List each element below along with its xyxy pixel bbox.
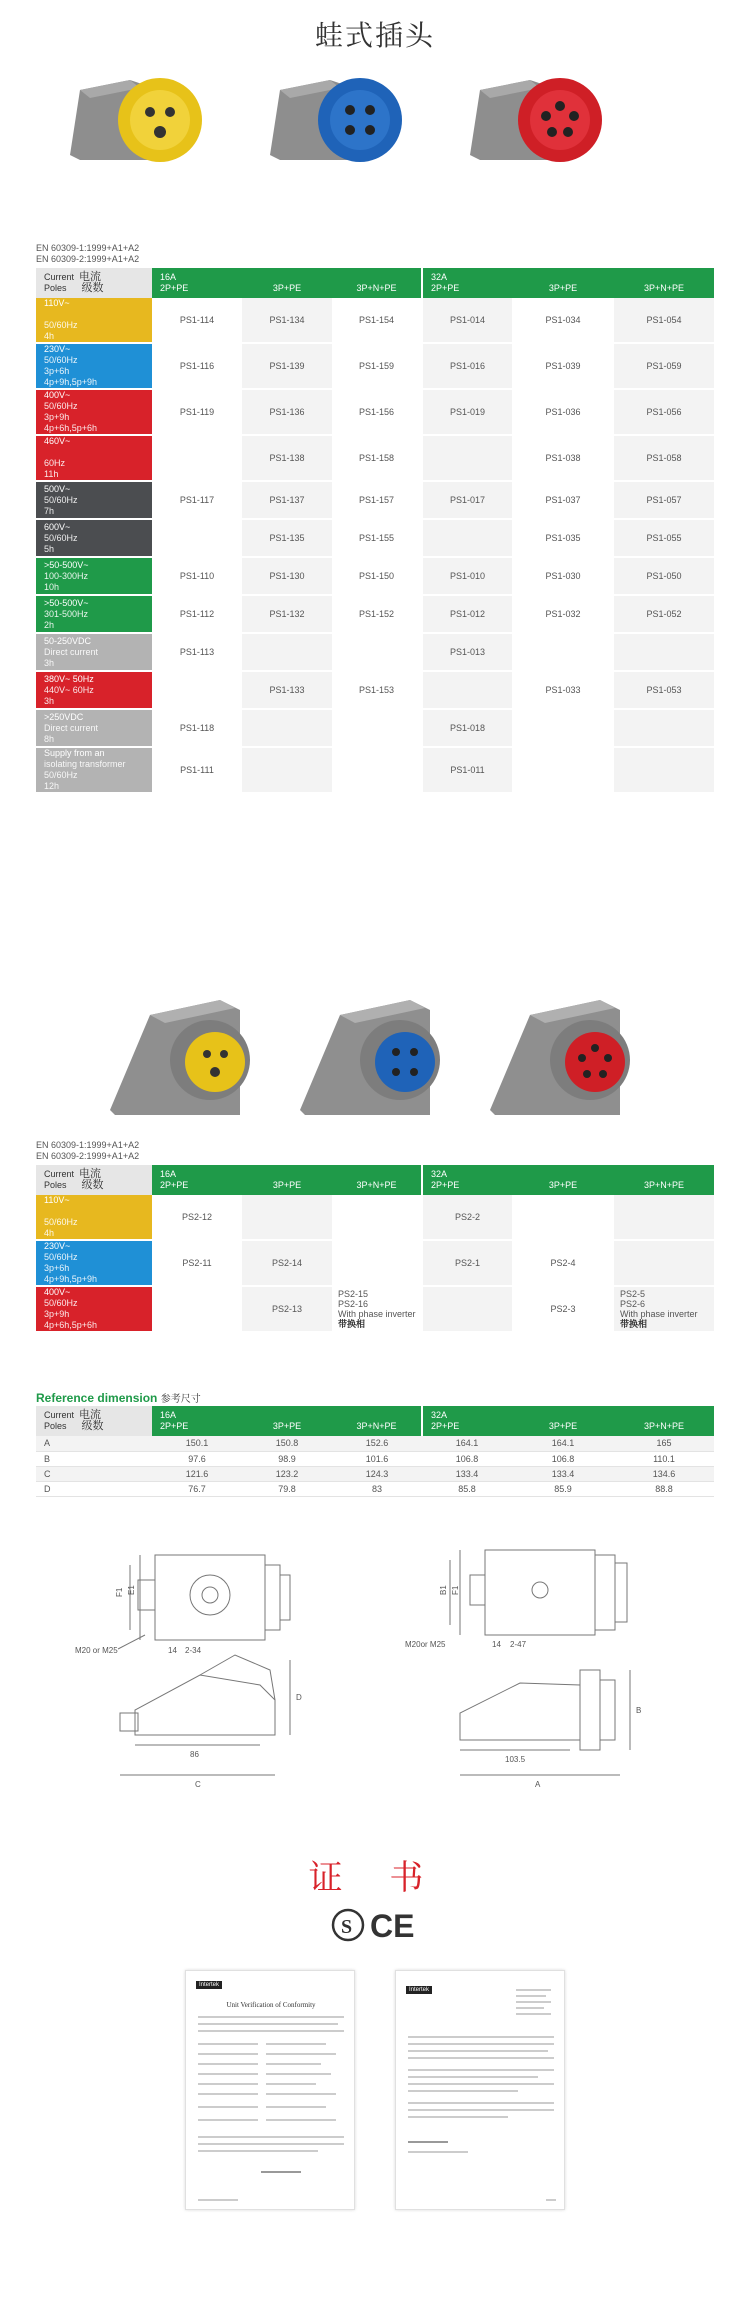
doc1-heading: Unit Verification of Conformity <box>226 2001 316 2009</box>
plug-blue-image <box>270 78 402 162</box>
voltage-label: 460V~ 60Hz 11h <box>36 436 152 480</box>
table-cell: PS1-150 <box>332 558 422 594</box>
table-cell: PS1-017 <box>422 482 512 518</box>
table-cell: PS1-153 <box>332 672 422 708</box>
table-cell: PS1-054 <box>614 298 714 342</box>
table-cell: PS1-130 <box>242 558 332 594</box>
header-32a-3pn: 3P+N+PE <box>614 268 714 298</box>
table-cell: 123.2 <box>242 1466 332 1481</box>
drawing-right-top <box>405 1550 627 1649</box>
table-row <box>36 596 714 632</box>
table-cell: 106.8 <box>512 1451 614 1466</box>
intertek-logo-2: Intertek <box>406 1986 432 1994</box>
table-cell: PS1-050 <box>614 558 714 594</box>
dim-c-left: C <box>195 1780 201 1789</box>
header-32a-2p: 32A 2P+PE <box>422 1406 512 1436</box>
table-row <box>36 710 714 746</box>
header-16a-3pn: 3P+N+PE <box>332 1165 422 1195</box>
header-current-poles: Current 电流 Poles 级数 <box>36 268 152 298</box>
voltage-label: 400V~ 50/60Hz 3p+9h 4p+6h,5p+6h <box>36 1287 152 1331</box>
table-cell: PS1-033 <box>512 672 614 708</box>
table-cell: 150.1 <box>152 1436 242 1451</box>
table-cell: PS1-039 <box>512 344 614 388</box>
header-16a-3pn: 3P+N+PE <box>332 268 422 298</box>
table-cell: PS2-12 <box>152 1195 242 1239</box>
table-cell: PS1-155 <box>332 520 422 556</box>
technical-drawings <box>60 1535 690 1805</box>
dim-1035-right: 103.5 <box>505 1755 526 1764</box>
table-cell: 164.1 <box>512 1436 614 1451</box>
header-16a-2p: 16A 2P+PE <box>152 1406 242 1436</box>
table-cell: 133.4 <box>512 1466 614 1481</box>
table-cell: 76.7 <box>152 1481 242 1496</box>
voltage-label: >50-500V~ 301-500Hz 2h <box>36 596 152 632</box>
table-cell: 164.1 <box>422 1436 512 1451</box>
table-row <box>36 1451 714 1466</box>
voltage-label: 230V~ 50/60Hz 3p+6h 4p+9h,5p+9h <box>36 344 152 388</box>
voltage-label: Supply from an isolating transformer 50/60Hz 12h <box>36 748 152 792</box>
header-16a-3p: 3P+PE <box>242 1165 332 1195</box>
table-cell: 150.8 <box>242 1436 332 1451</box>
dim-m-right: M20or M25 <box>405 1640 446 1649</box>
table-cell: PS1-011 <box>422 748 512 792</box>
standard-label-2: EN 60309-1:1999+A1+A2 EN 60309-2:1999+A1+A2 <box>36 1140 140 1161</box>
table-cell: PS1-014 <box>422 298 512 342</box>
table-cell <box>614 1241 714 1285</box>
voltage-label: 110V~ 50/60Hz 4h <box>36 298 152 342</box>
table-cell: PS1-036 <box>512 390 614 434</box>
table-cell: 88.8 <box>614 1481 714 1496</box>
table-cell: PS2-5 PS2-6 With phase inverter 带换相 <box>614 1287 714 1331</box>
dim-14-left: 14 <box>168 1646 177 1655</box>
intertek-logo-1: Intertek <box>196 1981 222 1989</box>
table-cell <box>512 1195 614 1239</box>
table-row <box>36 1481 714 1496</box>
table-cell: PS1-152 <box>332 596 422 632</box>
table-cell: 106.8 <box>422 1451 512 1466</box>
dimension-label: B <box>36 1451 152 1466</box>
header-32a-2p: 32A 2P+PE <box>422 268 512 298</box>
table-cell: PS1-138 <box>242 436 332 480</box>
ce-mark: CE <box>370 1908 415 1944</box>
table-cell <box>422 520 512 556</box>
table-cell: 121.6 <box>152 1466 242 1481</box>
certification-marks <box>318 1905 438 1945</box>
dimension-label: A <box>36 1436 152 1451</box>
table-cell: PS1-018 <box>422 710 512 746</box>
table-cell: PS2-13 <box>242 1287 332 1331</box>
table-cell <box>332 710 422 746</box>
standard-label-1: EN 60309-1:1999+A1+A2 EN 60309-2:1999+A1+A2 <box>36 243 140 264</box>
table-cell <box>152 436 242 480</box>
voltage-label: 110V~ 50/60Hz 4h <box>36 1195 152 1239</box>
table-cell: PS1-113 <box>152 634 242 670</box>
table-cell: PS1-156 <box>332 390 422 434</box>
table-cell <box>152 1287 242 1331</box>
table-cell: PS1-034 <box>512 298 614 342</box>
table-cell: PS1-110 <box>152 558 242 594</box>
header-32a-3p: 3P+PE <box>512 1165 614 1195</box>
table-cell: 101.6 <box>332 1451 422 1466</box>
certification-marks-svg <box>318 1905 438 1945</box>
dim-234-left: 2-34 <box>185 1646 202 1655</box>
table-cell <box>332 634 422 670</box>
table-cell: PS1-136 <box>242 390 332 434</box>
drawing-left-top <box>75 1555 290 1655</box>
table-cell: PS1-012 <box>422 596 512 632</box>
socket-blue-image <box>300 1000 440 1115</box>
dim-14-right: 14 <box>492 1640 501 1649</box>
table-cell: PS1-118 <box>152 710 242 746</box>
header-32a-3pn: 3P+N+PE <box>614 1165 714 1195</box>
table-cell <box>152 672 242 708</box>
spec-table-1 <box>36 268 714 792</box>
table-cell: PS1-038 <box>512 436 614 480</box>
table-cell <box>614 710 714 746</box>
table-cell <box>242 634 332 670</box>
table-cell <box>422 1287 512 1331</box>
table-cell <box>242 710 332 746</box>
table-cell: PS2-11 <box>152 1241 242 1285</box>
table-row <box>36 298 714 342</box>
table-cell: PS1-119 <box>152 390 242 434</box>
table-cell: 152.6 <box>332 1436 422 1451</box>
table-cell: PS1-159 <box>332 344 422 388</box>
table-cell: PS1-158 <box>332 436 422 480</box>
header-32a-3p: 3P+PE <box>512 268 614 298</box>
table-cell <box>512 748 614 792</box>
table-row <box>36 482 714 518</box>
dim-e1-left: E1 <box>127 1585 136 1595</box>
header-16a-3p: 3P+PE <box>242 1406 332 1436</box>
voltage-label: 600V~ 50/60Hz 5h <box>36 520 152 556</box>
voltage-label: 230V~ 50/60Hz 3p+6h 4p+9h,5p+9h <box>36 1241 152 1285</box>
table-cell: PS1-035 <box>512 520 614 556</box>
table-cell <box>422 672 512 708</box>
table-cell <box>332 748 422 792</box>
plug-red-image <box>470 78 602 162</box>
table-cell: PS1-134 <box>242 298 332 342</box>
table-cell: PS1-030 <box>512 558 614 594</box>
table-row <box>36 634 714 670</box>
table-cell: PS1-057 <box>614 482 714 518</box>
certificate-document-2 <box>395 1970 565 2210</box>
voltage-label: 380V~ 50Hz 440V~ 60Hz 3h <box>36 672 152 708</box>
table-cell: 165 <box>614 1436 714 1451</box>
table-row <box>36 672 714 708</box>
table-cell: PS1-053 <box>614 672 714 708</box>
table-cell: PS1-117 <box>152 482 242 518</box>
dim-m-left: M20 or M25 <box>75 1646 118 1655</box>
certificate-title: 证 书 <box>308 1858 442 1898</box>
header-16a-2p: 16A 2P+PE <box>152 268 242 298</box>
table-cell: 85.9 <box>512 1481 614 1496</box>
table-cell: PS1-037 <box>512 482 614 518</box>
table-cell <box>614 634 714 670</box>
table-cell: PS1-055 <box>614 520 714 556</box>
header-32a-2p: 32A 2P+PE <box>422 1165 512 1195</box>
s-mark: S <box>341 1916 353 1938</box>
table-cell <box>332 1195 422 1239</box>
table-row <box>36 1195 714 1239</box>
table-cell: 98.9 <box>242 1451 332 1466</box>
header-current-poles: Current 电流 Poles 级数 <box>36 1406 152 1436</box>
table-cell <box>614 1195 714 1239</box>
table-cell: PS1-132 <box>242 596 332 632</box>
table-row <box>36 344 714 388</box>
table-cell: PS1-135 <box>242 520 332 556</box>
table-cell: PS2-2 <box>422 1195 512 1239</box>
voltage-label: 50-250VDC Direct current 3h <box>36 634 152 670</box>
table-cell: PS2-3 <box>512 1287 614 1331</box>
table-row <box>36 436 714 480</box>
product-image-row-2 <box>110 990 670 1120</box>
table-cell: PS1-112 <box>152 596 242 632</box>
table-row <box>36 748 714 792</box>
table-row <box>36 1287 714 1331</box>
header-32a-3pn: 3P+N+PE <box>614 1406 714 1436</box>
table-cell: 133.4 <box>422 1466 512 1481</box>
table-cell: PS1-157 <box>332 482 422 518</box>
table-cell <box>614 748 714 792</box>
dim-f1-right: F1 <box>451 1585 460 1595</box>
header-16a-2p: 16A 2P+PE <box>152 1165 242 1195</box>
table-cell: PS2-1 <box>422 1241 512 1285</box>
table-cell: PS2-15 PS2-16 With phase inverter 带换相 <box>332 1287 422 1331</box>
certificate-document-1 <box>185 1970 355 2210</box>
table-cell <box>512 710 614 746</box>
table-cell: 124.3 <box>332 1466 422 1481</box>
table-cell: PS1-114 <box>152 298 242 342</box>
table-cell: PS2-4 <box>512 1241 614 1285</box>
table-cell: PS1-032 <box>512 596 614 632</box>
product-image-row-1 <box>60 60 700 170</box>
header-current-poles: Current 电流 Poles 级数 <box>36 1165 152 1195</box>
table-cell: PS1-016 <box>422 344 512 388</box>
dim-a-right: A <box>535 1780 541 1789</box>
plug-yellow-image <box>70 78 202 162</box>
table-cell: PS1-019 <box>422 390 512 434</box>
dimension-label: D <box>36 1481 152 1496</box>
dim-86-left: 86 <box>190 1750 199 1759</box>
table-row <box>36 1241 714 1285</box>
table-cell <box>242 1195 332 1239</box>
table-cell: 134.6 <box>614 1466 714 1481</box>
reference-table <box>36 1406 714 1497</box>
socket-yellow-image <box>110 1000 250 1115</box>
table-cell: 79.8 <box>242 1481 332 1496</box>
table-cell: PS1-139 <box>242 344 332 388</box>
dim-f1-left: F1 <box>115 1587 124 1597</box>
table-cell: PS1-052 <box>614 596 714 632</box>
table-row <box>36 558 714 594</box>
reference-title: Reference dimension 参考尺寸 <box>36 1391 201 1405</box>
voltage-label: 400V~ 50/60Hz 3p+9h 4p+6h,5p+6h <box>36 390 152 434</box>
table-cell <box>422 436 512 480</box>
header-32a-3p: 3P+PE <box>512 1406 614 1436</box>
table-cell <box>332 1241 422 1285</box>
table-cell <box>152 520 242 556</box>
table-cell <box>512 634 614 670</box>
table-cell: PS1-154 <box>332 298 422 342</box>
table-cell: PS2-14 <box>242 1241 332 1285</box>
table-cell: PS1-058 <box>614 436 714 480</box>
table-cell: PS1-111 <box>152 748 242 792</box>
spec-table-2 <box>36 1165 714 1331</box>
table-cell: 85.8 <box>422 1481 512 1496</box>
table-row <box>36 1466 714 1481</box>
table-cell: PS1-013 <box>422 634 512 670</box>
page-title: 蛙式插头 <box>314 19 435 52</box>
dim-b-right: B <box>636 1706 642 1715</box>
dim-b1-right: B1 <box>439 1585 448 1595</box>
header-16a-3p: 3P+PE <box>242 268 332 298</box>
table-cell: PS1-137 <box>242 482 332 518</box>
table-row <box>36 520 714 556</box>
table-row <box>36 390 714 434</box>
voltage-label: >50-500V~ 100-300Hz 10h <box>36 558 152 594</box>
table-cell: PS1-056 <box>614 390 714 434</box>
drawing-right-side <box>460 1670 641 1789</box>
table-cell: PS1-133 <box>242 672 332 708</box>
table-cell: PS1-059 <box>614 344 714 388</box>
table-cell <box>242 748 332 792</box>
table-cell: PS1-010 <box>422 558 512 594</box>
dim-247-right: 2-47 <box>510 1640 527 1649</box>
dimension-label: C <box>36 1466 152 1481</box>
header-16a-3pn: 3P+N+PE <box>332 1406 422 1436</box>
table-row <box>36 1436 714 1451</box>
voltage-label: 500V~ 50/60Hz 7h <box>36 482 152 518</box>
voltage-label: >250VDC Direct current 8h <box>36 710 152 746</box>
drawing-left-side <box>120 1655 302 1789</box>
socket-red-image <box>490 1000 630 1115</box>
table-cell: 110.1 <box>614 1451 714 1466</box>
table-cell: 97.6 <box>152 1451 242 1466</box>
dim-d-left: D <box>296 1693 302 1702</box>
table-cell: 83 <box>332 1481 422 1496</box>
table-cell: PS1-116 <box>152 344 242 388</box>
